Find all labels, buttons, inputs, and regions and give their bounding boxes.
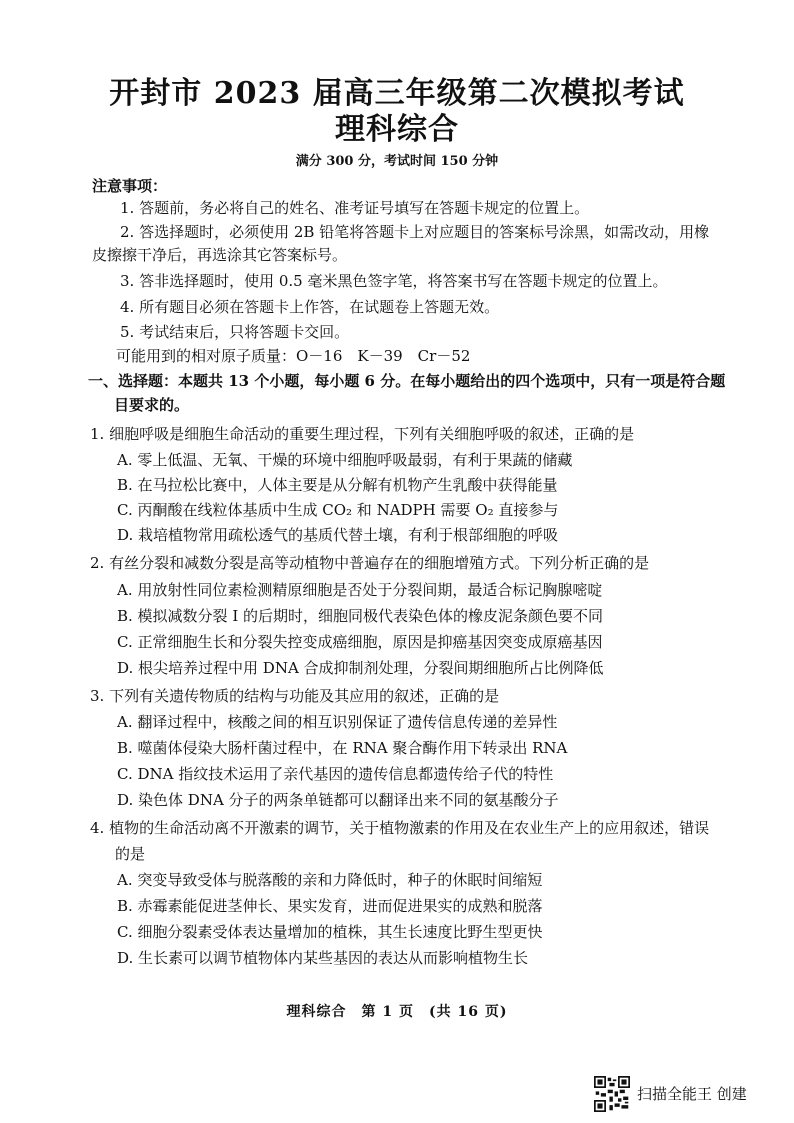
question-4-stem-cont: 的是 (115, 845, 146, 863)
exam-title: 开封市 2023 届高三年级第二次模拟考试 (109, 76, 685, 111)
question-4-option-a: A. 突变导致受体与脱落酸的亲和力降低时，种子的休眠时间缩短 (117, 871, 543, 889)
question-1-option-a: A. 零上低温、无氧、干燥的环境中细胞呼吸最弱，有利于果蔬的储藏 (117, 451, 573, 469)
section-heading-cont: 目要求的。 (114, 396, 190, 414)
question-1-option-d: D. 栽培植物常用疏松透气的基质代替土壤，有利于根部细胞的呼吸 (117, 526, 559, 544)
atomic-mass-line: 可能用到的相对原子质量：O－16 K－39 Cr－52 (116, 347, 471, 365)
question-2-option-c: C. 正常细胞生长和分裂失控变成癌细胞，原因是抑癌基因突变成原癌基因 (117, 633, 603, 651)
scanner-watermark-text: 扫描全能王 创建 (637, 1085, 747, 1103)
question-3-option-a: A. 翻译过程中，核酸之间的相互识别保证了遗传信息传递的差异性 (117, 713, 558, 731)
notice-item: 皮擦擦干净后，再选涂其它答案标号。 (92, 246, 348, 264)
question-3-option-b: B. 噬菌体侵染大肠杆菌过程中，在 RNA 聚合酶作用下转录出 RNA (117, 739, 568, 757)
notice-item: 2. 答选择题时，必须使用 2B 铅笔将答题卡上对应题目的答案标号涂黑，如需改动，用橡 (120, 223, 710, 241)
question-1-stem: 1. 细胞呼吸是细胞生命活动的重要生理过程，下列有关细胞呼吸的叙述，正确的是 (90, 425, 635, 443)
question-2-option-b: B. 模拟减数分裂 I 的后期时，细胞同极代表染色体的橡皮泥条颜色要不同 (117, 607, 604, 625)
question-4-option-d: D. 生长素可以调节植物体内某些基因的表达从而影响植物生长 (117, 949, 529, 967)
notice-item: 5. 考试结束后，只将答题卡交回。 (120, 323, 350, 341)
score-info: 满分 300 分，考试时间 150 分钟 (295, 154, 499, 169)
question-2-option-a: A. 用放射性同位素检测精原细胞是否处于分裂间期，最适合标记胸腺嘧啶 (117, 581, 603, 599)
question-4-option-b: B. 赤霉素能促进茎伸长、果实发育，进而促进果实的成熟和脱落 (117, 897, 543, 915)
notice-item: 3. 答非选择题时，使用 0.5 毫米黑色签字笔，将答案书写在答题卡规定的位置上。 (120, 272, 668, 290)
page-footer: 理科综合 第 1 页 (共 16 页) (286, 1004, 508, 1020)
question-1-option-b: B. 在马拉松比赛中，人体主要是从分解有机物产生乳酸中获得能量 (117, 476, 558, 494)
notice-item: 1. 答题前，务必将自己的姓名、准考证号填写在答题卡规定的位置上。 (120, 199, 590, 217)
question-2-stem: 2. 有丝分裂和减数分裂是高等动植物中普遍存在的细胞增殖方式。下列分析正确的是 (90, 554, 650, 572)
question-4-option-c: C. 细胞分裂素受体表达量增加的植株，其生长速度比野生型更快 (117, 923, 543, 941)
question-2-option-d: D. 根尖培养过程中用 DNA 合成抑制剂处理，分裂间期细胞所占比例降低 (117, 659, 604, 677)
section-heading: 一、选择题：本题共 13 个小题，每小题 6 分。在每小题给出的四个选项中，只有一项是符合题 (88, 372, 726, 390)
question-1-option-c: C. 丙酮酸在线粒体基质中生成 CO₂ 和 NADPH 需要 O₂ 直接参与 (117, 501, 559, 519)
question-3-stem: 3. 下列有关遗传物质的结构与功能及其应用的叙述，正确的是 (90, 687, 500, 705)
exam-subject: 理科综合 (335, 112, 459, 147)
question-3-option-c: C. DNA 指纹技术运用了亲代基因的遗传信息都遗传给子代的特性 (117, 765, 554, 783)
question-3-option-d: D. 染色体 DNA 分子的两条单链都可以翻译出来不同的氨基酸分子 (117, 791, 559, 809)
notice-item: 4. 所有题目必须在答题卡上作答，在试题卷上答题无效。 (120, 298, 500, 316)
qr-code-icon (594, 1076, 630, 1112)
notice-heading: 注意事项： (92, 177, 168, 195)
question-4-stem: 4. 植物的生命活动离不开激素的调节，关于植物激素的作用及在农业生产上的应用叙述，错误 (90, 819, 710, 837)
